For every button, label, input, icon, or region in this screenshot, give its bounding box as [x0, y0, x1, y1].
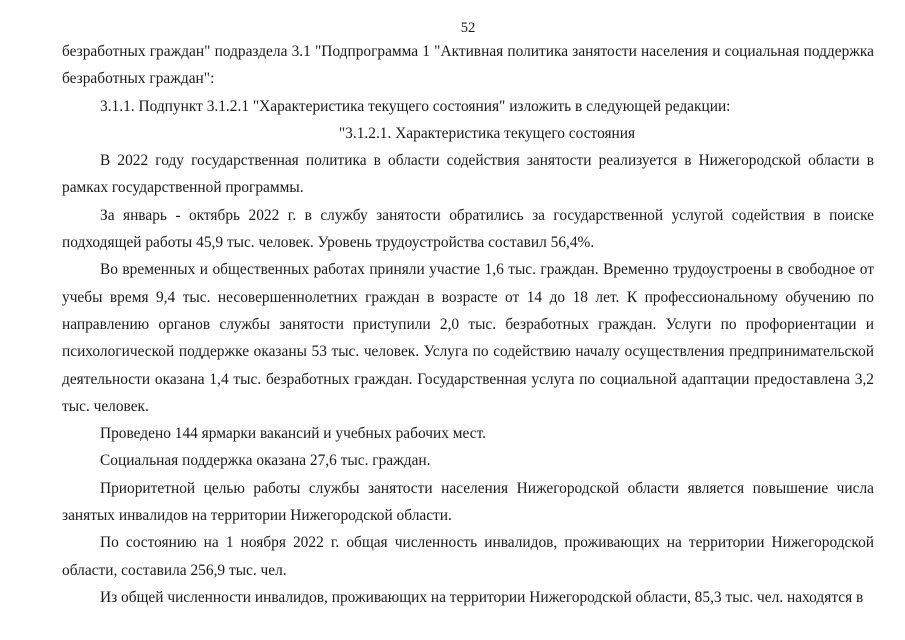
paragraph: За январь - октябрь 2022 г. в службу занятости обратились за государственной услугой содействия в поиске подходящей работы 45,9 тыс. человек. Уровень трудоустройства составил 56,4%. — [62, 206, 874, 252]
paragraph: Из общей численности инвалидов, проживающих на территории Нижегородской области, 85,3 тыс. чел. находятся в — [100, 588, 864, 606]
paragraph: В 2022 году государственная политика в области содействия занятости реализуется в Нижегородской области в рамках государственной программы. — [62, 152, 874, 197]
document-body — [62, 38, 874, 611]
paragraph-amendment-clause: 3.1.1. Подпункт 3.1.2.1 "Характеристика текущего состояния" изложить в следующей редакции: — [100, 97, 731, 115]
paragraph: По состоянию на 1 ноября 2022 г. общая численность инвалидов, проживающих на территории Нижегородской области, составила 256,9 тыс. чел. — [62, 534, 874, 579]
paragraph: Проведено 144 ярмарки вакансий и учебных рабочих мест. — [100, 425, 486, 443]
paragraph: Социальная поддержка оказана 27,6 тыс. граждан. — [100, 452, 431, 470]
page-number: 52 — [460, 20, 476, 36]
paragraph: Приоритетной целью работы службы занятости населения Нижегородской области является повышение числа занятых инвалидов на территории Нижегородской области. — [62, 479, 874, 525]
paragraph-continuation: безработных граждан" подраздела 3.1 "Подпрограмма 1 "Активная политика занятости населения и социальная поддержка безработных граждан": — [62, 43, 874, 88]
section-heading: "3.1.2.1. Характеристика текущего состояния — [338, 124, 636, 142]
paragraph: Во временных и общественных работах приняли участие 1,6 тыс. граждан. Временно трудоустроены в свободное от учебы время 9,4 тыс. несовершеннолетних граждан в возрасте от 14 до 18 лет. К профессиональному обучению по направлению органов службы занятости приступили 2,0 тыс. безработных граждан. Услуги по профориентации и психологической поддержке оказаны 53 тыс. человек. Услуга по содействию началу осуществления предпринимательской деятельности оказана 1,4 тыс. безработных граждан. Государственная услуга по социальной адаптации предоставлена 3,2 тыс. человек. — [62, 261, 874, 415]
